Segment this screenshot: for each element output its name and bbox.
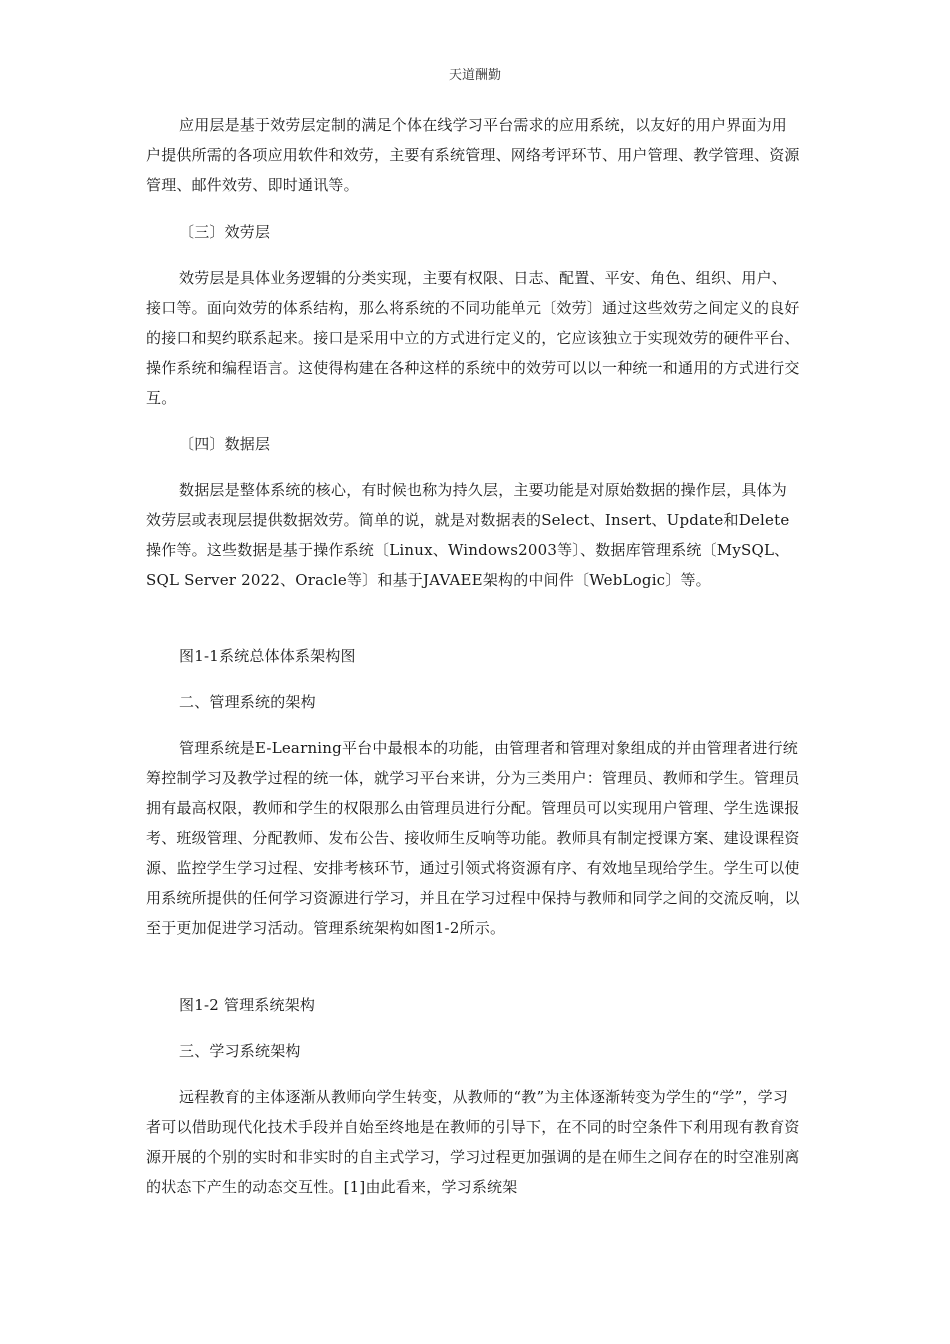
paragraph-application-layer: 应用层是基于效劳层定制的满足个体在线学习平台需求的应用系统，以友好的用户界面为用户提供所需的各项应用软件和效劳，主要有系统管理、网络考评环节、用户管理、教学管理、资源管理、邮件效劳、即时通讯等。	[146, 116, 800, 194]
figure-caption-1-1: 图1-1系统总体体系架构图	[179, 647, 356, 665]
heading-management-system: 二、管理系统的架构	[179, 693, 316, 711]
heading-data-layer: 〔四〕数据层	[179, 435, 271, 453]
paragraph-service-layer: 效劳层是具体业务逻辑的分类实现，主要有权限、日志、配置、平安、角色、组织、用户、接口等。面向效劳的体系结构，那么将系统的不同功能单元〔效劳〕通过这些效劳之间定义的良好的接口和契约联系起来。接口是采用中立的方式进行定义的，它应该独立于实现效劳的硬件平台、操作系统和编程语言。这使得构建在各种这样的系统中的效劳可以以一种统一和通用的方式进行交互。	[146, 269, 800, 407]
heading-learning-system: 三、学习系统架构	[179, 1042, 301, 1060]
page-header: 天道酬勤	[448, 68, 501, 83]
paragraph-data-layer: 数据层是整体系统的核心，有时候也称为持久层，主要功能是对原始数据的操作层，具体为效劳层或表现层提供数据效劳。简单的说，就是对数据表的Select、Insert、Update和Delete操作等。这些数据是基于操作系统〔Linux、Windows2003等〕、数据库管理系统〔MySQL、SQL Server 2022、Oracle等〕和基于JAVAEE架构的中间件〔WebLogic〕等。	[146, 481, 790, 589]
paragraph-management-system: 管理系统是E-Learning平台中最根本的功能，由管理者和管理对象组成的并由管理者进行统筹控制学习及教学过程的统一体，就学习平台来讲，分为三类用户：管理员、教师和学生。管理员拥有最高权限，教师和学生的权限那么由管理员进行分配。管理员可以实现用户管理、学生选课报考、班级管理、分配教师、发布公告、接收师生反响等功能。教师具有制定授课方案、建设课程资源、监控学生学习过程、安排考核环节，通过引领式将资源有序、有效地呈现给学生。学生可以使用系统所提供的任何学习资源进行学习，并且在学习过程中保持与教师和同学之间的交流反响，以至于更加促进学习活动。管理系统架构如图1-2所示。	[146, 739, 800, 937]
figure-caption-1-2: 图1-2 管理系统架构	[179, 996, 316, 1014]
heading-service-layer: 〔三〕效劳层	[179, 223, 271, 241]
paragraph-learning-system: 远程教育的主体逐渐从教师向学生转变，从教师的“教”为主体逐渐转变为学生的“学”，学习者可以借助现代化技术手段并自始至终地是在教师的引导下，在不同的时空条件下利用现有教育资源开展的个别的实时和非实时的自主式学习，学习过程更加强调的是在师生之间存在的时空准别离的状态下产生的动态交互性。[1]由此看来，学习系统架	[146, 1088, 800, 1196]
